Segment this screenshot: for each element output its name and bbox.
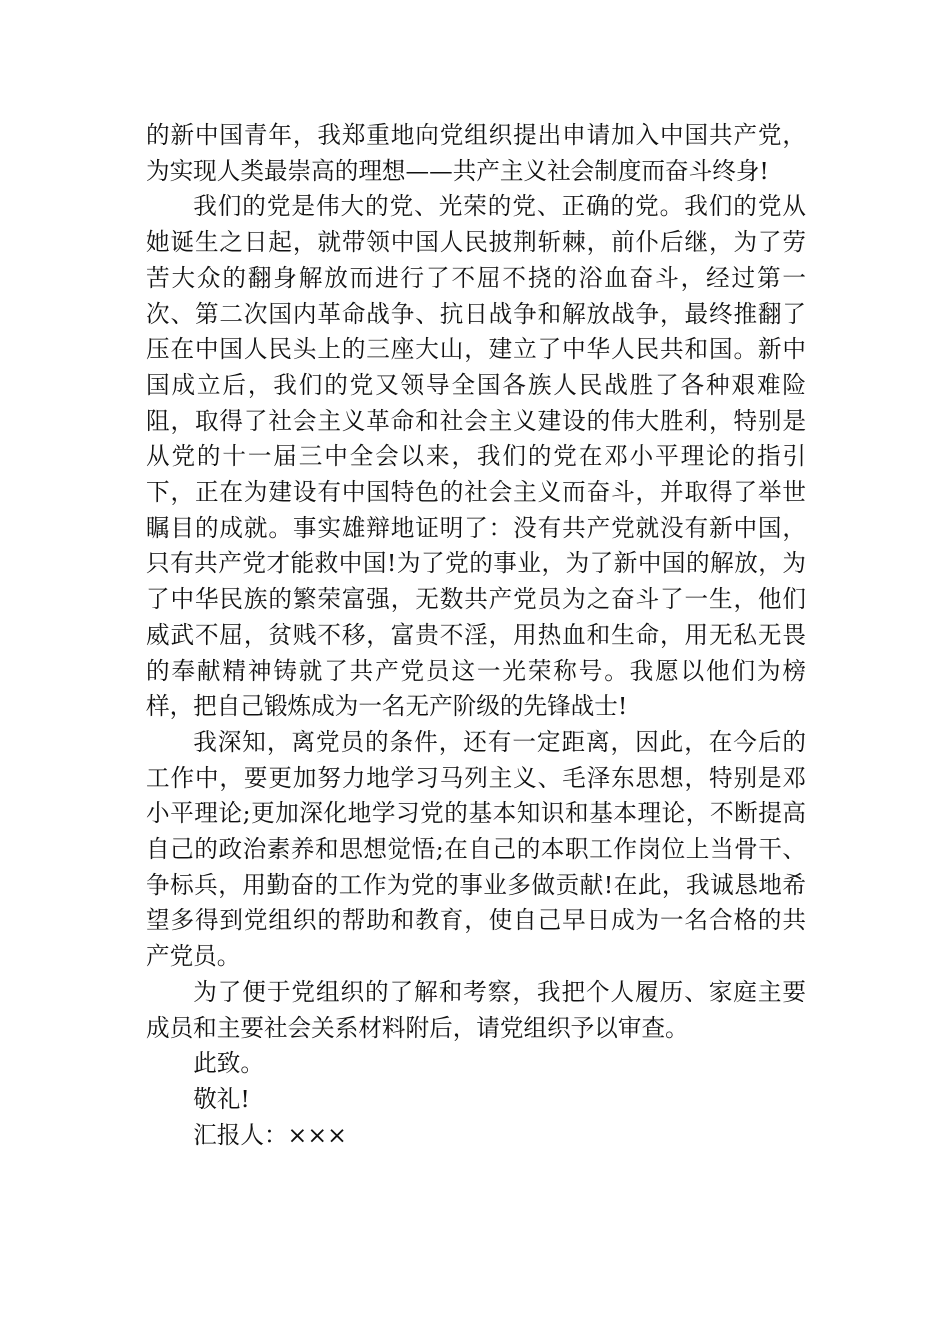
closing-salutation: 此致。: [193, 1049, 264, 1078]
closing-regards: 敬礼!: [193, 1084, 250, 1113]
letter-body: [146, 118, 806, 1153]
paragraph-party-history: 我们的党是伟大的党、光荣的党、正确的党。我们的党从她诞生之日起，就带领中国人民披荆斩棘，前仆后继，为了劳苦大众的翻身解放而进行了不屈不挠的浴血奋斗，经过第一次、第二次国内革命战争、抗日战争和解放战争，最终推翻了压在中国人民头上的三座大山，建立了中华人民共和国。新中国成立后，我们的党又领导全国各族人民战胜了各种艰难险阻，取得了社会主义革命和社会主义建设的伟大胜利，特别是从党的十一届三中全会以来，我们的党在邓小平理论的指引下，正在为建设有中国特色的社会主义而奋斗，并取得了举世瞩目的成就。事实雄辩地证明了：没有共产党就没有新中国，只有共产党才能救中国!为了党的事业，为了新中国的解放，为了中华民族的繁荣富强，无数共产党员为之奋斗了一生，他们威武不屈，贫贱不移，富贵不淫，用热血和生命，用无私无畏的奉献精神铸就了共产党员这一光荣称号。我愿以他们为榜样，把自己锻炼成为一名无产阶级的先锋战士!: [146, 192, 806, 721]
paragraph-opening: 的新中国青年，我郑重地向党组织提出申请加入中国共产党，为实现人类最崇高的理想——共产主义社会制度而奋斗终身!: [146, 121, 806, 185]
reporter-signature: 汇报人：×××: [193, 1120, 347, 1149]
paragraph-self-commitment: 我深知，离党员的条件，还有一定距离，因此，在今后的工作中，要更加努力地学习马列主义、毛泽东思想，特别是邓小平理论;更加深化地学习党的基本知识和基本理论，不断提高自己的政治素养和思想觉悟;在自己的本职工作岗位上当骨干、争标兵，用勤奋的工作为党的事业多做贡献!在此，我诚恳地希望多得到党组织的帮助和教育，使自己早日成为一名合格的共产党员。: [146, 727, 806, 971]
paragraph-materials: 为了便于党组织的了解和考察，我把个人履历、家庭主要成员和主要社会关系材料附后，请党组织予以审查。: [146, 977, 806, 1042]
